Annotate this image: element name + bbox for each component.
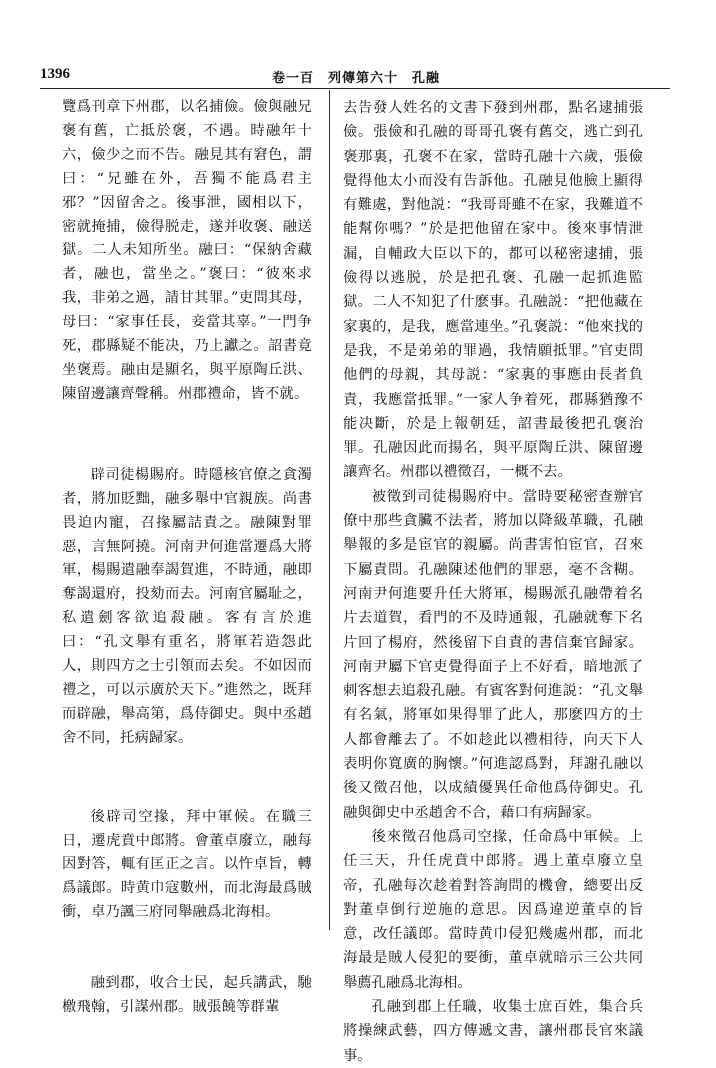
original-paragraph: 後辟司空掾，拜中軍候。在職三日，遷虎賁中郎將。會董卓廢立，融每因對答，輒有匡正之言。以忤卓旨，轉爲議郎。時黄巾寇數州，而北海最爲賊衝，卓乃諷三府同舉融爲北海相。: [62, 808, 312, 921]
original-paragraph: 融到郡，收合士民，起兵講武，馳檄飛翰，引謀州郡。賊張饒等群輩: [62, 975, 312, 1016]
original-paragraph: 辟司徒楊賜府。時隱核官僚之貪濁者，將加貶黜，融多舉中官親族。尚書畏迫内寵，召掾屬詰責之。融陳對罪惡，言無阿撓。河南尹何進當遷爲大將軍，楊賜遣融奉謁賀進，不時通，融即奪謁還府，投劾而去。河南官屬耻之，私遣劍客欲追殺融。客有言於進曰：“孔文舉有重名，將軍若造怨此人，則四方之士引領而去矣。不如因而禮之，可以示廣於天下。”進然之，既拜而辟融，舉高第，爲侍御史。與中丞趙舍不同，托病歸家。: [62, 466, 312, 746]
page-number: 1396: [40, 66, 70, 82]
translation-paragraph: 被徵到司徒楊賜府中。當時要秘密查辦官僚中那些貪臟不法者，將加以降級革職，孔融舉報的多是宦官的親屬。尚書害怕宦官，召來下屬責問。孔融陳述他們的罪惡，毫不含糊。河南尹何進要升任大將軍，楊賜派孔融帶着名片去道賀，看門的不及時通報，孔融就奪下名片回了楊府，然後留下自責的書信棄官歸家。河南尹屬下官吏覺得面子上不好看，暗地派了刺客想去追殺孔融。有賓客對何進説：“孔文舉有名氣，將軍如果得罪了此人，那麽四方的士人都會離去了。不如趁此以禮相待，向天下人表明你寬廣的胸懷。”何進認爲對，拜謝孔融以後又徵召他，以成績優異任命他爲侍御史。孔融與御史中丞趙舍不合，藉口有病歸家。: [343, 488, 643, 821]
page-header: [40, 66, 670, 88]
original-text-column: [62, 96, 312, 1020]
header-rule: [40, 88, 670, 89]
translation-paragraph: 去告發人姓名的文書下發到州郡，點名逮捕張儉。張儉和孔融的哥哥孔褒有舊交，逃亡到孔褒那裏，孔褒不在家，當時孔融十六歲，張儉覺得他太小而没有告訴他。孔融見他臉上顯得有難處，對他説：“我哥哥雖不在家，我難道不能幫你嗎？”於是把他留在家中。後來事情泄漏，自輔政大臣以下的，都可以秘密逮捕，張儉得以逃脱，於是把孔褒、孔融一起抓進監獄。二人不知犯了什麽事。孔融説：“把他藏在家裏的，是我，應當連坐。”孔褒説：“他來找的是我，不是弟弟的罪過，我情願抵罪。”官吏問他們的母親，其母説：“家裏的事應由長者負責，我應當抵罪。”一家人争着死，郡縣猶豫不能决斷，於是上報朝廷，詔書最後把孔褒治罪。孔融因此而揚名，與平原陶丘洪、陳留邊讓齊名。州郡以禮徵召，一概不去。: [343, 100, 643, 481]
column-divider: [329, 90, 330, 930]
running-head: 卷一百 列傳第六十 孔融: [272, 71, 441, 86]
translation-column: [343, 96, 643, 1068]
translation-paragraph: 孔融到郡上任職，收集士庶百姓，集合兵將操練武藝，四方傳遞文書，讓州郡長官來議事。: [343, 998, 643, 1064]
translation-paragraph: 後來徵召他爲司空掾，任命爲中軍候。上任三天，升任虎賁中郎將。遇上董卓廢立皇帝，孔融每次趁着對答詢問的機會，總要出反對董卓倒行逆施的意思。因爲違逆董卓的旨意，改任議郎。當時黄巾侵犯幾處州郡，而北海最是賊人侵犯的要衝，董卓就暗示三公共同舉薦孔融爲北海相。: [343, 828, 643, 991]
original-paragraph: 覽爲刊章下州郡，以名捕儉。儉與融兄褒有舊，亡抵於褒，不遇。時融年十六，儉少之而不告。融見其有窘色，謂曰：“兄雖在外，吾獨不能爲君主邪？”因留舍之。後事泄，國相以下，密就掩捕，儉得脱走，遂并收褒、融送獄。二人未知所坐。融曰：“保納舍藏者，融也，當坐之。”褒曰：“彼來求我，非弟之過，請甘其罪。”吏問其母，母曰：“家事任長，妾當其辜。”一門争死，郡縣疑不能决，乃上讞之。詔書竟坐褒焉。融由是顯名，與平原陶丘洪、陳留邊讓齊聲稱。州郡禮命，皆不就。: [62, 99, 312, 402]
